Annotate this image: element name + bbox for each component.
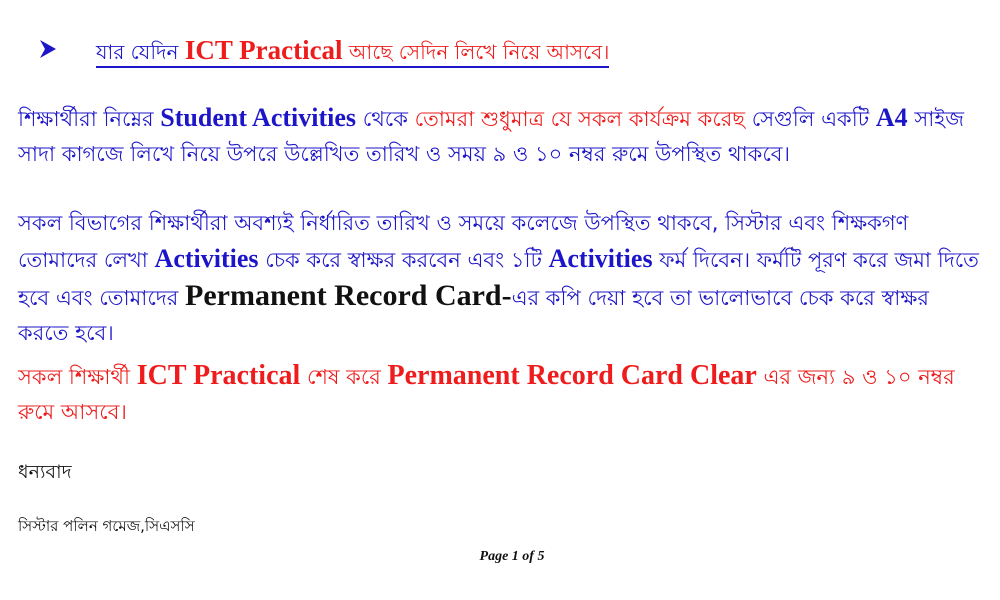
para2-activities-2: Activities [548,244,653,273]
ict-practical-label: ICT Practical [184,35,343,65]
para1-a4: A4 [875,103,908,132]
para2-segment-7: এর কপি দেয়া হবে তা ভালোভাবে চেক করে স্বাক্ষর করতে হবে। [18,286,929,345]
para2-segment-3: চেক করে স্বাক্ষর করবেন এবং ১টি [258,248,549,272]
para2-permanent-record-card: Permanent Record Card- [185,279,512,312]
bullet-text-part3: আছে সেদিন লিখে নিয়ে আসবে। [342,40,610,64]
bullet-text-part1: যার যেদিন [96,40,185,64]
instruction-paragraph-1 [18,100,983,172]
para1-segment-3: থেকে [356,107,415,131]
para3-segment-1: সকল শিক্ষার্থী [18,365,137,389]
signature-text: সিস্টার পলিন গমেজ,সিএসসি [18,517,195,535]
para3-segment-3: শেষ করে [300,365,388,389]
bullet-line [38,30,978,70]
para1-highlight: তোমরা শুধুমাত্র যে সকল কার্যক্রম করেছ [414,107,746,131]
bullet-text [96,30,609,68]
para1-segment-5: সেগুলি একটি [745,107,876,131]
para3-permanent-record-card-clear: Permanent Record Card Clear [387,360,757,391]
para2-segment-5: ফর্ম দিবেন। ফর্মটি পূরণ করে জমা দিতে হবে এবং তোমাদের [18,248,979,310]
para3-segment-5: এর জন্য ৯ ও ১০ নম্বর রুমে আসবে। [18,365,955,424]
para1-student-activities: Student Activities [160,103,357,132]
instruction-paragraph-2 [18,206,983,351]
para1-segment-1: শিক্ষার্থীরা নিম্নের [18,107,161,131]
para2-activities-1: Activities [154,244,259,273]
instruction-paragraph-3 [18,358,983,430]
para1-segment-7: সাইজ সাদা কাগজে লিখে নিয়ে উপরে উল্লেখিত তারিখ ও সময় ৯ ও ১০ নম্বর রুমে উপস্থিত থাকবে। [18,107,965,166]
para2-segment-1: সকল বিভাগের শিক্ষার্থীরা অবশ্যই নির্ধারিত তারিখ ও সময়ে কলেজে উপস্থিত থাকবে, সিস্টার এবং শিক্ষকগণ তোমাদের লেখা [18,211,909,272]
para3-ict-practical: ICT Practical [136,360,301,391]
arrow-bullet-icon [38,38,58,60]
thanks-text: ধন্যবাদ [18,461,72,483]
page-number: Page 1 of 5 [479,549,545,564]
